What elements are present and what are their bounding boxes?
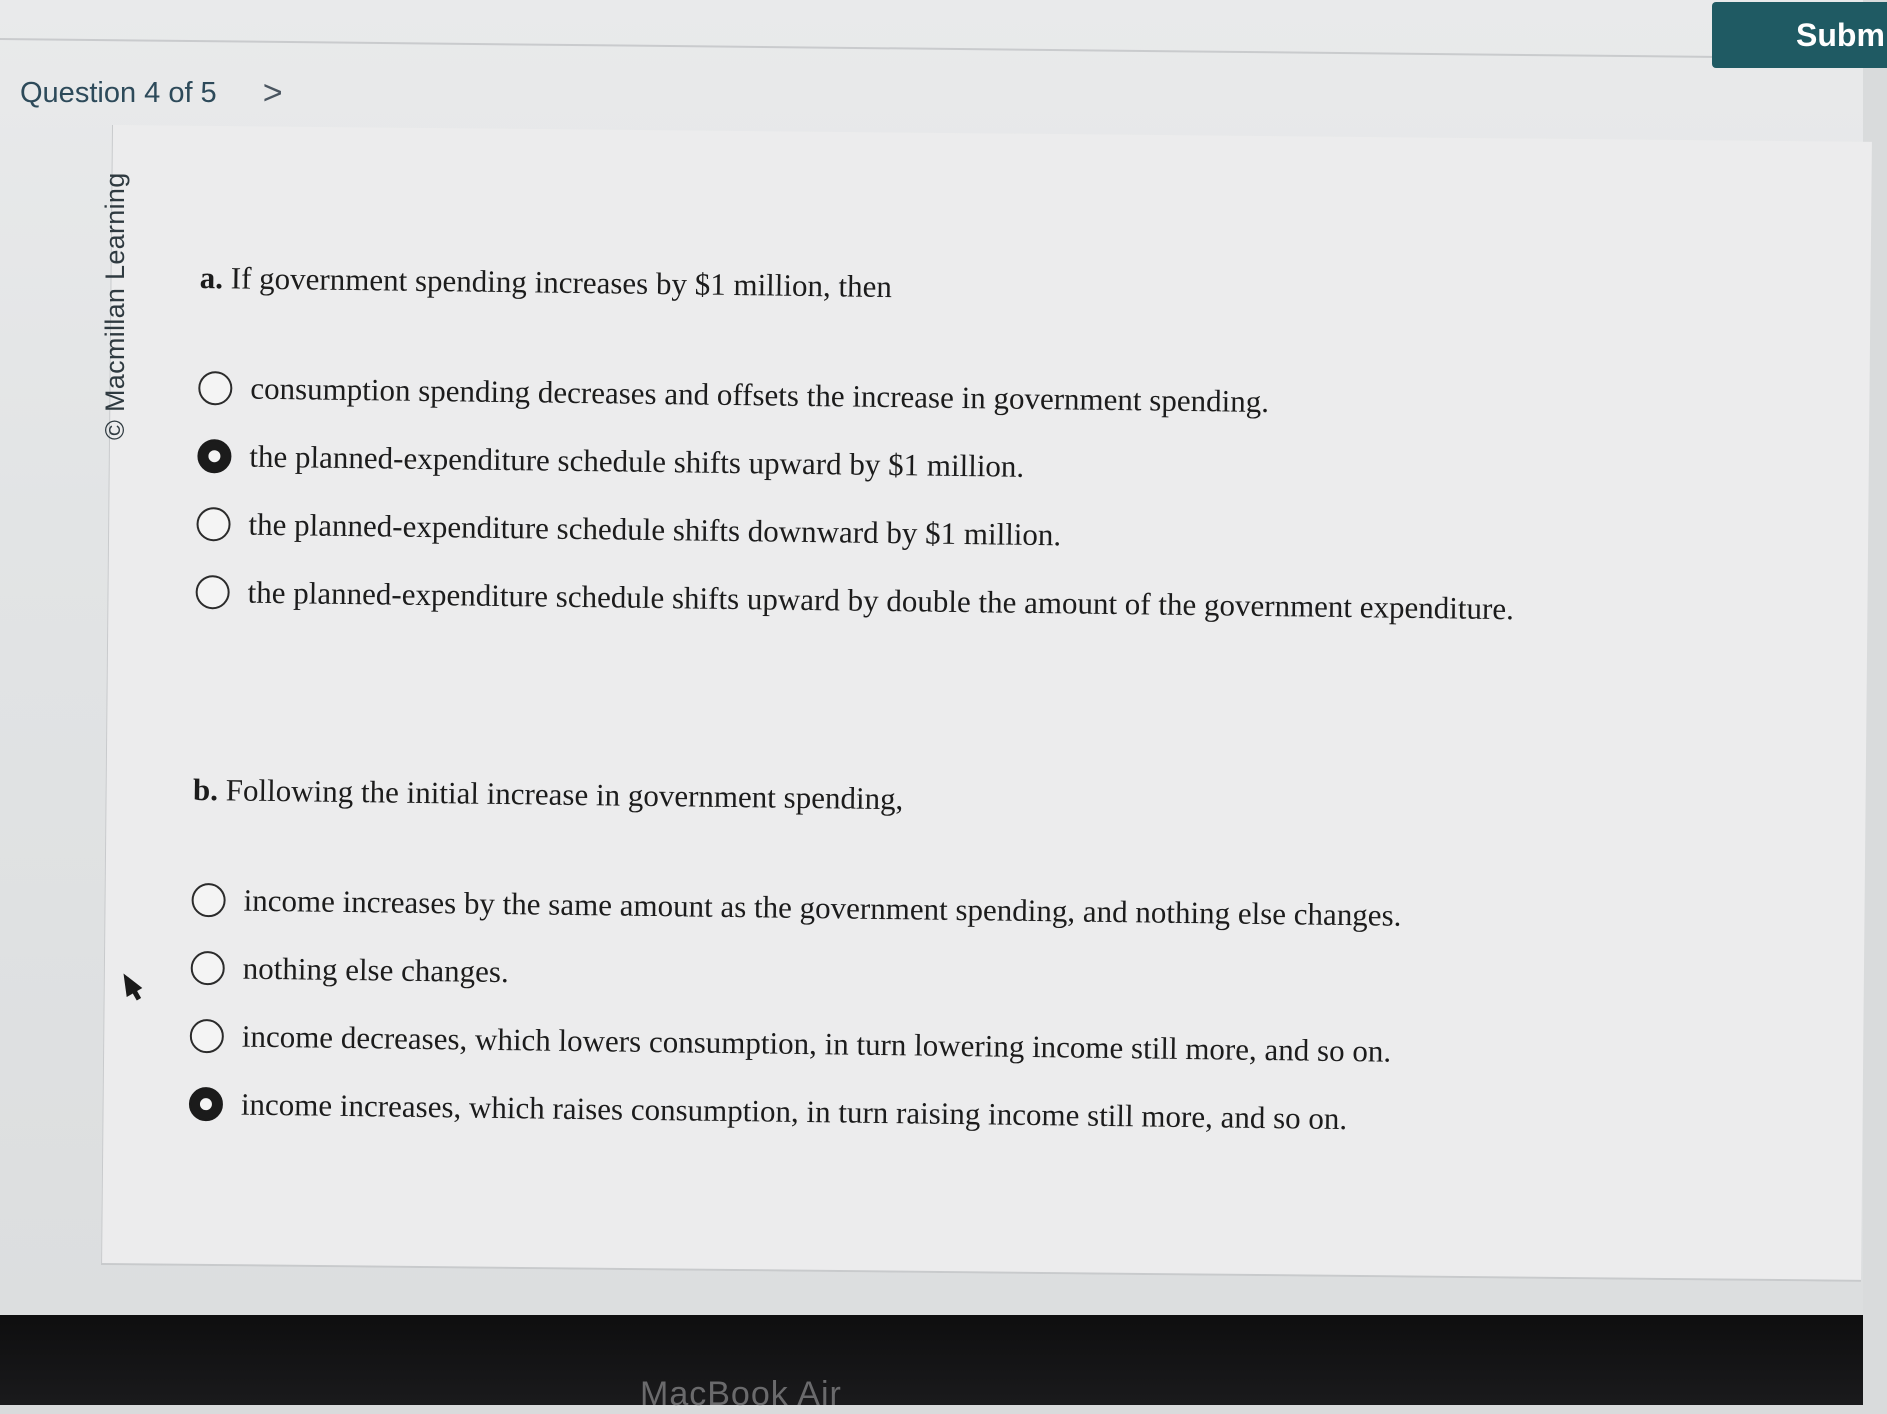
option-text: income decreases, which lowers consumption, in turn lowering income still more, and so on. — [241, 1018, 1392, 1069]
header-divider — [0, 38, 1863, 60]
radio-button[interactable] — [190, 1019, 224, 1053]
option-text: consumption spending decreases and offsets the increase in government spending. — [250, 370, 1270, 420]
option-text: income increases, which raises consumption, in turn raising income still more, and so on. — [240, 1086, 1348, 1137]
part-a-label: a. — [199, 260, 224, 296]
question-navigation — [20, 76, 283, 110]
radio-button[interactable] — [191, 883, 225, 917]
radio-button-selected[interactable] — [197, 439, 231, 473]
option-text: nothing else changes. — [242, 950, 509, 990]
part-b-prompt — [193, 772, 1512, 825]
next-question-arrow-icon[interactable]: > — [262, 74, 283, 112]
device-label: MacBook Air — [640, 1375, 842, 1413]
radio-button[interactable] — [198, 371, 232, 405]
radio-button[interactable] — [195, 575, 229, 609]
part-b-label: b. — [192, 771, 219, 808]
part-b-prompt-text: Following the initial increase in government spending, — [225, 772, 904, 817]
part-a-prompt-text: If government spending increases by $1 million, then — [230, 260, 893, 305]
option-text: the planned-expenditure schedule shifts upward by $1 million. — [249, 438, 1025, 484]
option-text: the planned-expenditure schedule shifts downward by $1 million. — [248, 506, 1062, 553]
radio-button-selected[interactable] — [189, 1087, 223, 1121]
option-text: the planned-expenditure schedule shifts upward by double the amount of the government expenditure. — [247, 574, 1515, 627]
part-b-options — [189, 866, 1511, 1155]
radio-button[interactable] — [196, 507, 230, 541]
copyright-notice: © Macmillan Learning — [100, 172, 130, 440]
radio-button[interactable] — [191, 951, 225, 985]
submit-button[interactable] — [1712, 2, 1887, 68]
submit-button-label: Subm — [1796, 16, 1885, 53]
laptop-bezel — [0, 1315, 1863, 1405]
part-a-options — [195, 354, 1517, 643]
question-counter: Question 4 of 5 — [20, 76, 217, 109]
question-content — [189, 260, 1519, 1155]
option-text: income increases by the same amount as the government spending, and nothing else changes. — [243, 882, 1402, 933]
